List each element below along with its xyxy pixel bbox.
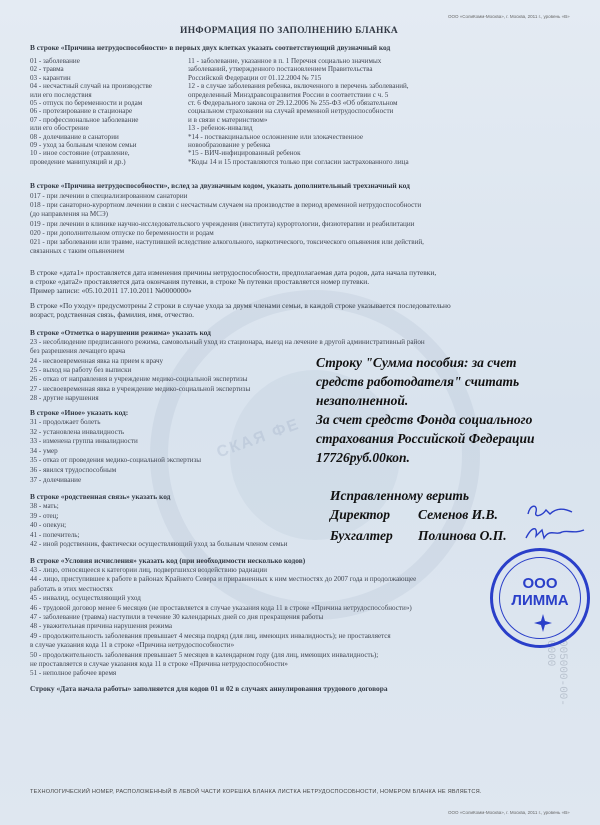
text-line: 40 - опекун; xyxy=(30,521,67,529)
text-line: связанных с таким опьянением xyxy=(30,247,125,256)
text-line: 01 - заболевание xyxy=(30,57,80,65)
text-line: 12 - в случае заболевания ребенка, включенного в перечень заболеваний, xyxy=(188,82,409,91)
text-line: В строке «дата1» проставляется дата изменения причины нетрудоспособности, предполагаемая дата родов, дата начала путевки, xyxy=(30,268,437,277)
text-line: 11 - заболевание, указанное в п. 1 Перечня социально значимых xyxy=(188,57,382,65)
text-line: 06 - протезирование в стационаре xyxy=(30,107,133,116)
text-line: 39 - отец; xyxy=(30,511,59,520)
accountant-name: Полинова О.П. xyxy=(418,528,507,543)
text-line: возраст, родственная связь, фамилия, имя, отчество. xyxy=(30,310,195,320)
text-line: 38 - мать; xyxy=(30,502,59,510)
text-line: 26 - отказ от направления в учреждение медико-социальной экспертизы xyxy=(30,375,248,384)
correction-note-line6: 17726руб.00коп. xyxy=(316,450,410,465)
text-line: 018 - при санаторно-курортном лечении в связи с несчастным случаем на производстве в период временной нетрудоспособности xyxy=(30,201,422,210)
text-line: Пример записи: «05.10.2011 17.10.2011 №0000000» xyxy=(30,286,192,296)
text-line: социальном страховании на случай временной нетрудоспособности xyxy=(188,107,394,116)
page-title: ИНФОРМАЦИЯ ПО ЗАПОЛНЕНИЮ БЛАНКА xyxy=(180,26,399,36)
section-reason-header: В строке «Причина нетрудоспособности» в первых двух клетках указать соответствующий двузначный код xyxy=(30,43,391,52)
text-line: 35 - отказ от проведения медико-социальной экспертизы xyxy=(30,456,202,465)
text-line: 13 - ребенок-инвалид xyxy=(188,124,253,133)
accountant-role: Бухгалтер xyxy=(330,528,393,543)
text-line: 27 - несвоевременная явка в учреждение медико-социальной экспертизы xyxy=(30,384,251,393)
section-extra-code-header: В строке «Причина нетрудоспособности», вслед за двузначным кодом, указать дополнительный трехзначный код xyxy=(30,181,410,190)
text-line: 04 - несчастный случай на производстве xyxy=(30,82,152,91)
text-line: определенный Минздравсоцразвития России в соответствии с ч. 5 xyxy=(188,90,389,99)
text-line: 019 - при лечении в клинике научно-исследовательского учреждения (института) курортологии, физиотерапии и реабилитации xyxy=(30,219,415,228)
text-line: в случае указания кода 11 в строке «Причина нетрудоспособности» xyxy=(30,641,235,650)
section-other-header: В строке «Иное» указать код: xyxy=(30,408,129,417)
text-line: или его последствия xyxy=(30,90,92,99)
stamp-line1: ООО xyxy=(522,575,558,592)
section-conditions-header: В строке «Условия исчисления» указать код (при необходимости несколько кодов) xyxy=(30,556,306,565)
text-line: 41 - попечитель; xyxy=(30,530,80,539)
publisher-top: ООО «СолиКомм-Москва», г. Москва, 2011 г., уровень «В» xyxy=(448,14,570,19)
text-line: 017 - при лечении в специализированном санатории xyxy=(30,192,188,200)
text-line: работать в этих местностях xyxy=(30,584,113,593)
text-line: (до направления на МСЭ) xyxy=(30,210,109,219)
director-role: Директор xyxy=(330,507,390,522)
text-line: *14 - поствакцинальное осложнение или злокачественное xyxy=(188,132,364,141)
text-line: 24 - несвоевременная явка на прием к врачу xyxy=(30,356,164,365)
correction-note-line4: За счет средств Фонда социального xyxy=(316,412,533,427)
text-line: и в связи с материнством» xyxy=(188,115,268,124)
text-line: 05 - отпуск по беременности и родам xyxy=(30,99,143,107)
text-line: 42 - иной родственник, фактически осуществляющий уход за больным членом семьи xyxy=(30,540,288,548)
section-regime-header: В строке «Отметка о нарушении режима» указать код xyxy=(30,328,211,337)
publisher-bottom: ООО «СолиКомм-Москва», г. Москва, 2011 г., уровень «В» xyxy=(448,810,570,815)
text-line: не проставляется в случае указания кода 11 в строке «Причина нетрудоспособности» xyxy=(30,660,288,668)
correction-note-line5: страхования Российской Федерации xyxy=(316,431,535,446)
text-line: 45 - инвалид, осуществляющий уход xyxy=(30,594,141,603)
correction-note-line3: незаполненной. xyxy=(316,393,409,408)
start-date-line: Строку «Дата начала работы» заполняется для кодов 01 и 02 в случаях аннулирования трудового договора xyxy=(30,684,388,693)
text-line: 02 - травма xyxy=(30,65,64,74)
text-line: новообразование у ребенка xyxy=(188,141,271,149)
text-line: в строке «дата2» проставляется дата окончания путевки, в строке № путевки проставляется номер путевки. xyxy=(30,277,370,287)
text-line: 37 - долечивание xyxy=(30,475,82,484)
text-line: 020 - при дополнительном отпуске по беременности и родам xyxy=(30,228,214,237)
serial-number: 005000-00-0000 xyxy=(544,640,568,707)
text-line: 23 - несоблюдение предписанного режима, самовольный уход из стационара, выезд на лечение в другой административный район xyxy=(30,338,425,346)
text-line: *15 - ВИЧ-инфицированный ребенок xyxy=(188,149,301,158)
text-line: 07 - профессиональное заболевание xyxy=(30,115,139,124)
text-line: 09 - уход за больным членом семьи xyxy=(30,141,137,149)
correction-note-line1: Строку "Сумма пособия: за счет xyxy=(316,355,517,370)
correction-note-line2: средств работодателя" считать xyxy=(316,374,520,389)
text-line: или его обострение xyxy=(30,124,89,133)
stamp-line2: ЛИММА xyxy=(511,592,569,609)
director-signature xyxy=(522,500,582,522)
text-line: 49 - продолжительность заболевания превышает 4 месяца подряд (для лиц, имеющих инвалидность); не проставляется xyxy=(30,631,391,640)
footer-note: ТЕХНОЛОГИЧЕСКИЙ НОМЕР, РАСПОЛОЖЕННЫЙ В ЛЕВОЙ ЧАСТИ КОРЕШКА БЛАНКА ЛИСТКА НЕТРУДОСПОСОБНОСТИ, НОМЕРОМ БЛАНКА НЕ ЯВЛЯЕТСЯ. xyxy=(30,789,482,795)
text-line: *Коды 14 и 15 проставляются только при согласии застрахованного лица xyxy=(188,157,409,166)
text-line: 25 - выход на работу без выписки xyxy=(30,365,132,374)
text-line: 44 - лицо, приступившее к работе в районах Крайнего Севера и приравненных к ним местностях до 2007 года и продолжающее xyxy=(30,575,417,584)
stamp-emblem-icon xyxy=(533,613,553,633)
text-line: 03 - карантин xyxy=(30,73,71,82)
section-relation-header: В строке «родственная связь» указать код xyxy=(30,492,171,501)
accountant-signature xyxy=(522,522,592,544)
director-name: Семенов И.В. xyxy=(418,507,498,522)
text-line: 33 - изменена группа инвалидности xyxy=(30,437,138,446)
text-line: 48 - уважительная причина нарушения режима xyxy=(30,622,173,631)
company-stamp xyxy=(490,548,590,648)
text-line: 50 - продолжительность заболевания превышает 5 месяцев в календарном году (для лиц, имеющих инвалидность); xyxy=(30,650,379,659)
text-line: 10 - иное состояние (отравление, xyxy=(30,149,130,158)
text-line: 28 - другие нарушения xyxy=(30,393,99,402)
text-line: без разрешения лечащего врача xyxy=(30,347,126,356)
text-line: 51 - неполное рабочее время xyxy=(30,669,117,678)
text-line: 08 - долечивание в санатории xyxy=(30,132,119,141)
text-line: 31 - продолжает болеть xyxy=(30,418,101,426)
text-line: 47 - заболевание (травма) наступили в течение 30 календарных дней со дня прекращения работы xyxy=(30,613,324,621)
verify-note: Исправленному верить xyxy=(330,488,470,503)
text-line: 34 - умер xyxy=(30,446,58,455)
text-line: Российской Федерации от 01.12.2004 № 715 xyxy=(188,73,322,82)
text-line: проведение манипуляций и др.) xyxy=(30,157,126,166)
text-line: 32 - установлена инвалидность xyxy=(30,427,125,436)
text-line: 46 - трудовой договор менее 6 месяцев (не проставляется в случае указания кода 11 в строке «Причина нетрудоспособности») xyxy=(30,603,412,612)
text-line: 021 - при заболевании или травме, наступившей вследствие алкогольного, наркотического, токсического опьянения или действий, xyxy=(30,238,424,246)
text-line: 36 - явился трудоспособным xyxy=(30,466,117,474)
text-line: В строке «По уходу» предусмотрены 2 строки в случае ухода за двумя членами семьи, в каждой строке указывается последовательно xyxy=(30,301,451,310)
text-line: 43 - лицо, относящееся к категории лиц, подвергшихся воздействию радиации xyxy=(30,566,268,574)
watermark-text: СКАЯ ФЕ xyxy=(214,415,303,462)
text-line: заболеваний, утвержденного постановлением Правительства xyxy=(188,65,373,74)
text-line: ст. 6 Федерального закона от 29.12.2006 № 255-ФЗ «Об обязательном xyxy=(188,99,398,107)
